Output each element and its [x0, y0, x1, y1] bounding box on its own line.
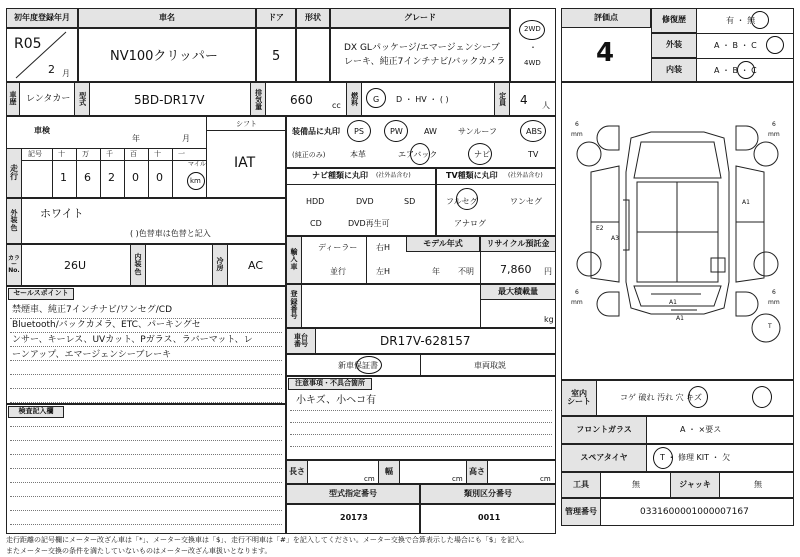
type-header: 型式: [74, 82, 90, 116]
mile-col-divider: [76, 148, 77, 198]
seat-scratch-circle: [752, 386, 772, 408]
interior-header: 内装: [651, 58, 697, 82]
sales-rule: [10, 346, 282, 347]
sales-rule: [10, 332, 282, 333]
type-value: 5BD-DR17V: [134, 93, 205, 107]
tv-type-title: TV種類に丸印: [446, 171, 498, 180]
diagram-label: A1: [742, 199, 750, 206]
model-cert-value: 20173: [340, 513, 368, 522]
tv-oneseg: ワンセグ: [510, 197, 542, 206]
equip-abs-circle: [520, 120, 546, 142]
exterior-header: 外装: [651, 33, 697, 58]
inspector-rule: [10, 468, 282, 469]
grade-cell: [330, 28, 510, 82]
mileage-header: 走 行: [6, 148, 22, 198]
doors-value: 5: [272, 49, 281, 64]
exterior-options: A ・ B ・ C: [714, 41, 757, 50]
model-year-label: 年: [432, 267, 440, 276]
diagram-label: 6: [575, 289, 579, 296]
diagram-label: A1: [676, 315, 684, 322]
inspector-rule: [10, 454, 282, 455]
diagram-label: mm: [768, 299, 780, 306]
jack-header: ジャッキ: [670, 472, 720, 498]
diagram-label: 6: [575, 121, 579, 128]
shape-2wd-circle: [519, 20, 545, 40]
mile-col-label: 十: [58, 150, 65, 158]
sales-rule: [10, 360, 282, 361]
equip-pw-circle: [384, 120, 408, 142]
mile-col-label: 千: [106, 150, 113, 158]
diagram-label: 6: [772, 121, 776, 128]
diagram-label: A3: [611, 235, 619, 242]
height-header: 高さ: [466, 460, 488, 484]
mile-col-label: 万: [82, 150, 89, 158]
import-header: 輸 入 車: [286, 236, 302, 284]
mile-unit-mile: マイル: [188, 161, 206, 168]
car-name-header: 車名: [78, 8, 256, 28]
fuel-header: 燃料: [346, 82, 362, 116]
fuel-g-circle: [366, 88, 386, 108]
seat-items: コゲ 破れ 汚れ 穴 キズ: [620, 393, 703, 402]
shift-value: IAT: [234, 155, 256, 171]
mile-col-head-line: [22, 160, 206, 161]
mile-km-circle: [187, 172, 205, 190]
notes-text: 小キズ、小ヘコ有: [296, 395, 377, 406]
diagram-label: mm: [571, 299, 583, 306]
notes-rule: [290, 434, 552, 435]
repair-options: 有 ・ 無: [726, 16, 756, 25]
mile-col-divider: [206, 148, 207, 198]
spare-t-circle: [653, 447, 673, 469]
tv-type-sub: (社外品含む): [508, 172, 543, 179]
mile-col-divider: [148, 148, 149, 198]
width-header: 幅: [378, 460, 400, 484]
glass-options: A ・ ×要ス: [680, 425, 722, 434]
parallel: 並行: [330, 267, 346, 276]
fuel-rest: D ・ HV ・ ( ): [396, 95, 449, 104]
diagram-label: A1: [669, 299, 677, 306]
mile-col-label: 一: [178, 150, 185, 158]
shaken-reg-header: 車 歴: [6, 82, 20, 116]
sales-point-header: セールスポイント: [8, 288, 74, 300]
notes-header: 注意事項・不具合箇所: [288, 378, 372, 390]
month-value: 2: [48, 63, 55, 76]
cc-unit: cc: [332, 101, 341, 110]
jack-value: 無: [754, 480, 762, 489]
navi-type-sub: (社外品含む): [376, 172, 411, 179]
class-no-header: 類別区分番号: [420, 484, 556, 504]
sales-rule: [10, 388, 282, 389]
grade-line1: DX GLパッケージ/エマージェンシーブ: [344, 43, 500, 53]
length-header: 長さ: [286, 460, 308, 484]
mgmt-header: 管理番号: [561, 498, 601, 526]
color-row: [6, 244, 286, 286]
max-load-header: 最大積載量: [480, 284, 556, 300]
shape-4wd: 4WD: [524, 59, 541, 67]
tv-fullseg: フルセグ: [446, 197, 478, 206]
mile-col-divider: [100, 148, 101, 198]
mile-digit: 0: [156, 171, 163, 184]
rhd: 右H: [376, 243, 391, 252]
equip-navi-circle: [468, 143, 492, 165]
capacity-unit: 人: [542, 101, 550, 110]
reg-no-header: 登 録 番 号: [286, 284, 302, 328]
displacement-value: 660: [290, 93, 313, 107]
sales-point-line: Bluetooth/バックカメラ、ETC、パーキングセ: [12, 320, 201, 330]
equip-navi: ナビ: [474, 150, 490, 159]
exterior-color-header: 外 装 色: [6, 198, 22, 244]
mile-digit: 6: [84, 171, 91, 184]
sales-point-line: 禁煙車、純正7インチナビ/ワンセグ/CD: [12, 305, 173, 315]
sales-point-block: [6, 286, 286, 404]
inspector-rule: [10, 426, 282, 427]
seat-dirt-circle: [688, 386, 708, 408]
navi-dvd: DVD: [356, 197, 374, 206]
grade-line2: レーキ、純正7インチナビ/バックカメラ: [344, 57, 506, 67]
equip-abs: ABS: [526, 127, 542, 136]
inspector-rule: [10, 440, 282, 441]
model-year-value: 不明: [458, 267, 474, 276]
new-car-warranty: 新車保証書: [338, 361, 378, 370]
width-unit: cm: [452, 475, 463, 483]
navi-hdd: HDD: [306, 197, 325, 206]
sales-rule: [10, 374, 282, 375]
month-unit: 月: [62, 69, 70, 78]
mgmt-value: 0331600001000007167: [640, 507, 749, 517]
shape-cell: [296, 28, 330, 82]
mile-unit-km: km: [190, 177, 201, 185]
notes-rule: [290, 422, 552, 423]
color-no-value: 26U: [64, 259, 87, 272]
chassis-value: DR17V-628157: [380, 334, 471, 348]
model-cert-header: 型式指定番号: [286, 484, 420, 504]
exterior-circle: [766, 36, 784, 54]
chassis-header: 車台 番号: [286, 328, 316, 354]
equip-ps: PS: [354, 127, 364, 136]
notes-rule: [290, 410, 552, 411]
repair-header: 修復歴: [651, 8, 697, 33]
first-reg-header: 初年度登録年月: [6, 8, 78, 28]
mile-col-divider: [52, 148, 53, 198]
interior-options: A ・ B ・ C: [714, 66, 757, 75]
shape-header: 形状: [296, 8, 330, 28]
displacement-header: 排気量: [250, 82, 266, 116]
color-no-header: カラー No.: [6, 244, 22, 286]
rentacar-label: レンタカー: [26, 94, 71, 104]
mile-col-label: 記号: [28, 150, 42, 158]
shift-header: シフト: [236, 120, 257, 128]
navi-sd: SD: [404, 197, 416, 206]
aircon-value: AC: [248, 259, 264, 272]
sales-point-line: ーンアップ、エマージェンシーブレーキ: [12, 350, 172, 360]
car-name-value: NV100クリッパー: [110, 49, 218, 64]
interior-color-header: 内 装 色: [130, 244, 146, 286]
diagram-label: E2: [596, 225, 604, 232]
lhd: 左H: [376, 267, 391, 276]
vehicle-manual: 車両取説: [474, 361, 506, 370]
navi-type-title: ナビ種類に丸印: [312, 171, 368, 180]
grade-header: グレード: [330, 8, 510, 28]
notes-rule: [290, 446, 552, 447]
diagram-label: mm: [768, 131, 780, 138]
footer-line2: またメーター交換の条件を満たしていないものはメーター改ざん車扱いとなります。: [6, 547, 272, 555]
interior-circle: [737, 61, 755, 79]
sales-point-line: ンサー、キーレス、UVカット、Pガラス、ラバーマット、レ: [12, 335, 253, 345]
tools-header: 工具: [561, 472, 601, 498]
equip-airbag: エアバック: [398, 150, 438, 159]
mile-col-divider: [172, 148, 173, 198]
mile-digit: 0: [132, 171, 139, 184]
tv-fullseg-circle: [456, 188, 478, 210]
seat-header: 室内 シート: [561, 380, 597, 416]
doors-header: ドア: [256, 8, 296, 28]
spare-header: スペアタイヤ: [561, 444, 647, 472]
equipment-header: 装備品に丸印: [292, 127, 340, 136]
aircon-header: 冷 房: [212, 244, 228, 286]
equip-airbag-circle: [410, 143, 430, 165]
capacity-value: 4: [520, 93, 528, 107]
shaken-header: 車検: [34, 126, 50, 135]
dimension-row: [286, 460, 556, 484]
inspector-header: 検査記入欄: [8, 406, 64, 418]
mile-col-label: 十: [154, 150, 161, 158]
repair-circle: [751, 11, 769, 29]
inspector-rule: [10, 496, 282, 497]
sales-rule: [10, 402, 282, 403]
shaken-divider: [6, 148, 206, 149]
inspector-rule: [10, 524, 282, 525]
max-load-unit: kg: [544, 315, 554, 324]
capacity-header: 定員: [494, 82, 510, 116]
warranty-row: [286, 354, 556, 376]
shaken-year: 年: [132, 134, 140, 143]
length-unit: cm: [364, 475, 375, 483]
model-year-header: モデル年式: [406, 236, 480, 252]
diagram-label: mm: [571, 131, 583, 138]
score-header: 評価点: [561, 8, 651, 28]
shape-dot: ・: [529, 43, 537, 52]
dealer: ディーラー: [318, 243, 358, 252]
footer-line1: 走行距離の記号欄にメーター改ざん車は「*」、メーター交換車は「$」、走行不明車は「#」を記入してください。メーター交換で合算表示した場合にも「$」を記入。: [6, 536, 529, 544]
inspector-rule: [10, 482, 282, 483]
shape-2wd: 2WD: [524, 25, 541, 33]
score-value: 4: [596, 38, 615, 68]
inspector-rule: [10, 510, 282, 511]
glass-header: フロントガラス: [561, 416, 647, 444]
fuel-g: G: [373, 95, 380, 104]
navi-dvd-play: DVD再生可: [348, 219, 390, 228]
mile-col-label: 百: [130, 150, 137, 158]
height-unit: cm: [540, 475, 551, 483]
recycle-header: リサイクル預託金: [480, 236, 556, 252]
recycle-unit: 円: [544, 267, 552, 276]
equip-pw: PW: [390, 127, 403, 136]
mile-digit: 2: [108, 171, 115, 184]
diagram-label: 6: [772, 289, 776, 296]
sales-rule: [10, 318, 282, 319]
tools-value: 無: [632, 480, 640, 489]
shift-line: [206, 130, 286, 131]
equip-aw: AW: [424, 127, 437, 136]
spare-options: T ・ 修理 KIT ・ 欠: [660, 453, 731, 462]
navi-cd: CD: [310, 219, 322, 228]
mile-col-divider: [124, 148, 125, 198]
equip-tv: TV: [528, 150, 539, 159]
equip-ps-circle: [347, 120, 371, 142]
recycle-value: 7,860: [500, 263, 532, 276]
mile-digit: 1: [60, 171, 67, 184]
equip-sunroof: サンルーフ: [458, 127, 497, 136]
era-value: R05: [14, 36, 42, 52]
inspector-block: [6, 404, 286, 534]
repaint-note: ( )色替車は色替と記入: [130, 229, 211, 238]
equipment-sub: (純正のみ): [292, 151, 326, 159]
shaken-month: 月: [182, 134, 190, 143]
class-no-value: 0011: [478, 513, 501, 522]
tv-analog: アナログ: [454, 219, 486, 228]
diagram-label: T: [768, 323, 772, 330]
exterior-color-value: ホワイト: [40, 207, 84, 220]
warranty-circle: [356, 356, 382, 374]
equip-leather: 本革: [350, 150, 366, 159]
